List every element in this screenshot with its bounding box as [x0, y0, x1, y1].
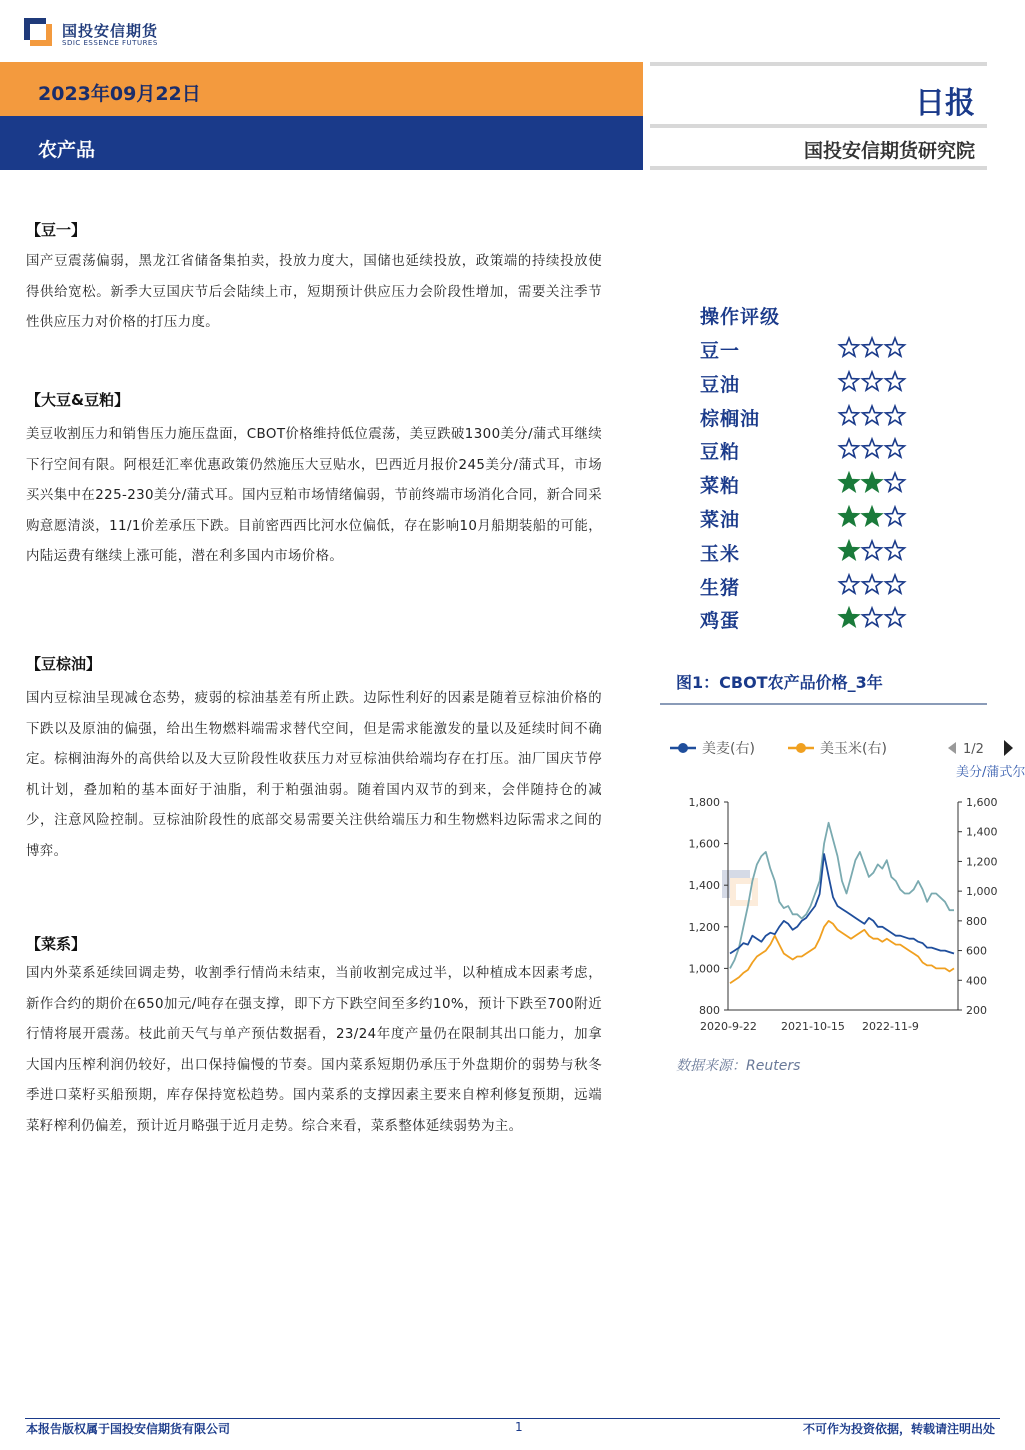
rating-item-name: 棕榈油: [700, 407, 761, 430]
rating-item-name: 豆油: [700, 373, 741, 396]
rating-stars: [838, 370, 908, 394]
star-filled-icon: [863, 507, 882, 525]
footer-divider: [25, 1418, 1000, 1419]
rating-item-name: 生猪: [700, 576, 741, 599]
star-outline-icon: [863, 608, 882, 626]
star-outline-icon: [863, 372, 882, 390]
rating-row: [700, 505, 920, 535]
rating-row: [700, 404, 920, 434]
left-tick-label: 1,600: [688, 837, 720, 851]
rating-item-name: 豆粕: [700, 441, 741, 464]
rating-item-name: 菜粕: [700, 475, 741, 498]
right-axis-unit: 美分/蒲式尔: [956, 765, 1025, 780]
series-line-2: [730, 823, 954, 969]
rating-title: 操作评级: [700, 306, 781, 328]
star-outline-icon: [863, 338, 882, 356]
star-outline-icon: [840, 439, 859, 457]
logo-name-cn: 国投安信期货: [62, 22, 159, 40]
x-tick-label: 2020-9-22: [700, 1020, 757, 1033]
institute-name: 国投安信期货研究院: [803, 140, 975, 162]
header-divider-middle: [650, 124, 987, 128]
figure-title-underline: [660, 703, 987, 705]
star-filled-icon: [840, 608, 859, 626]
star-outline-icon: [886, 541, 905, 559]
right-tick-label: 200: [966, 1004, 987, 1017]
section-title-rapeseed: 【菜系】: [26, 935, 87, 953]
company-logo: [24, 18, 164, 52]
star-filled-icon: [840, 541, 859, 559]
star-outline-icon: [863, 406, 882, 424]
rating-row: [700, 539, 920, 569]
legend-label: 美麦(右): [702, 741, 755, 757]
star-outline-icon: [886, 575, 905, 593]
report-date: 2023年09月22日: [38, 83, 201, 105]
page-number: 1: [515, 1420, 523, 1434]
right-tick-label: 800: [966, 914, 987, 928]
star-outline-icon: [863, 439, 882, 457]
logo-name-en: SDIC ESSENCE FUTURES: [62, 39, 158, 47]
figure-title: 图1：CBOT农产品价格_3年: [676, 673, 883, 692]
cbot-price-chart: [660, 730, 1025, 1040]
rating-stars: [838, 437, 908, 461]
section-title-oils: 【豆棕油】: [26, 655, 102, 673]
footer-disclaimer: 不可作为投资依据，转载请注明出处: [802, 1422, 995, 1436]
rating-item-name: 豆一: [700, 340, 741, 362]
rating-stars: [838, 505, 908, 529]
section-text-soybean-meal: 美豆收割压力和销售压力施压盘面，CBOT价格维持低位震荡，美豆跌破1300美分/蒲式耳继续下行空间有限。阿根廷汇率优惠政策仍然施压大豆贴水，巴西近月报价245美分/蒲式耳，市场买兴集中在225-230美分/蒲式耳。国内豆粕市场情绪偏弱，节前终端市场消化合同，新合同采购意愿清淡，11/1价差承压下跌。目前密西西比河水位偏低，存在影响10月船期装船的可能，内陆运费有继续上涨可能，潜在利多国内市场价格。: [26, 427, 602, 564]
x-tick-label: 2022-11-9: [862, 1020, 919, 1033]
star-outline-icon: [886, 608, 905, 626]
rating-row: [700, 370, 920, 400]
rating-stars: [838, 573, 908, 597]
section-text-soybean-1: 国产豆震荡偏弱，黑龙江省储备集拍卖，投放力度大，国储也延续投放，政策端的持续投放使得供给宽松。新季大豆国庆节后会陆续上市，短期预计供应压力会阶段性增加，需要关注季节性供应压力对价格的打压力度。: [26, 254, 602, 330]
left-tick-label: 800: [699, 1004, 720, 1017]
right-tick-label: 1,600: [966, 796, 998, 809]
section-title-soybean-meal: 【大豆&豆粕】: [26, 391, 130, 409]
left-tick-label: 1,200: [688, 920, 720, 934]
rating-row: [700, 471, 920, 501]
header-category-bar: [0, 116, 643, 170]
data-source: 数据来源：Reuters: [676, 1058, 801, 1074]
rating-stars: [838, 606, 908, 630]
report-category: 农产品: [38, 139, 96, 161]
header-divider-bottom: [650, 166, 987, 170]
star-outline-icon: [886, 507, 905, 525]
rating-row: [700, 437, 920, 467]
rating-item-name: 菜油: [700, 509, 741, 531]
section-text-rapeseed: 国内外菜系延续回调走势，收割季行情尚未结束，当前收割完成过半，以种植成本因素考虑，新作合约的期价在650加元/吨存在强支撑，即下方下跌空间至多约10%，预计下跌至700附近行情将展开震荡。枝此前天气与单产预估数据看，23/24年度产量仍在限制其出口能力，加拿大国内压榨利润仍较好，出口保持偏慢的节奏。国内菜系短期仍承压于外盘期价的弱势与秋冬季进口菜籽买船预期，库存保持宽松趋势。国内菜系的支撑因素主要来自榨利修复预期，远端菜籽榨利仍偏差，预计近月略强于近月走势。综合来看，菜系整体延续弱势为主。: [26, 966, 602, 1134]
footer-copyright: 本报告版权属于国投安信期货有限公司: [26, 1422, 231, 1436]
right-tick-label: 1,400: [966, 825, 998, 839]
rating-row: [700, 336, 920, 366]
star-outline-icon: [886, 406, 905, 424]
legend-marker: [796, 743, 806, 753]
star-outline-icon: [886, 473, 905, 491]
series-line-1: [730, 921, 954, 983]
legend-marker: [678, 743, 688, 753]
header-divider-top: [650, 62, 987, 66]
section-title-soybean-1: 【豆一】: [26, 221, 87, 239]
star-outline-icon: [886, 338, 905, 356]
right-tick-label: 1,000: [966, 885, 998, 899]
rating-item-name: 鸡蛋: [700, 610, 741, 633]
star-filled-icon: [863, 473, 882, 491]
logo-mark-icon: [24, 18, 54, 48]
right-tick-label: 1,200: [966, 855, 998, 869]
rating-stars: [838, 539, 908, 563]
star-outline-icon: [840, 338, 859, 356]
star-outline-icon: [886, 372, 905, 390]
watermark-logo-icon: [722, 870, 758, 906]
x-tick-label: 2021-10-15: [781, 1020, 845, 1033]
left-tick-label: 1,800: [688, 796, 720, 809]
right-tick-label: 600: [966, 944, 987, 958]
star-outline-icon: [840, 575, 859, 593]
chart-legend: [670, 740, 887, 757]
star-filled-icon: [840, 507, 859, 525]
rating-item-name: 玉米: [700, 542, 741, 565]
legend-label: 美玉米(右): [820, 741, 887, 757]
series-line-0: [730, 854, 954, 954]
report-type: 日报: [915, 86, 975, 121]
star-outline-icon: [863, 541, 882, 559]
section-text-oils: 国内豆棕油呈现减仓态势，疲弱的棕油基差有所止跌。边际性利好的因素是随着豆棕油价格的下跌以及原油的偏强，给出生物燃料端需求替代空间，但是需求能激发的量以及延续时间不确定。棕榈油海外的高供给以及大豆阶段性收获压力对豆棕油供给端均存在打压。油厂国庆节停机计划，叠加粕的基本面好于油脂，利于粕强油弱。随着国内双节的到来，会伴随持仓的减少，注意风险控制。豆棕油阶段性的底部交易需要关注供给端压力和生物燃料边际需求之间的博弈。: [26, 691, 602, 859]
legend-page-indicator: 1/2: [963, 742, 984, 757]
rating-row: [700, 573, 920, 603]
star-outline-icon: [840, 406, 859, 424]
legend-prev-icon[interactable]: [948, 742, 956, 754]
rating-row: [700, 606, 920, 636]
left-tick-label: 1,400: [688, 879, 720, 893]
star-outline-icon: [863, 575, 882, 593]
rating-stars: [838, 404, 908, 428]
legend-next-icon[interactable]: [1004, 740, 1013, 756]
rating-stars: [838, 336, 908, 360]
right-tick-label: 400: [966, 974, 987, 988]
star-outline-icon: [886, 439, 905, 457]
rating-stars: [838, 471, 908, 495]
left-tick-label: 1,000: [688, 962, 720, 976]
star-outline-icon: [840, 372, 859, 390]
star-filled-icon: [840, 473, 859, 491]
